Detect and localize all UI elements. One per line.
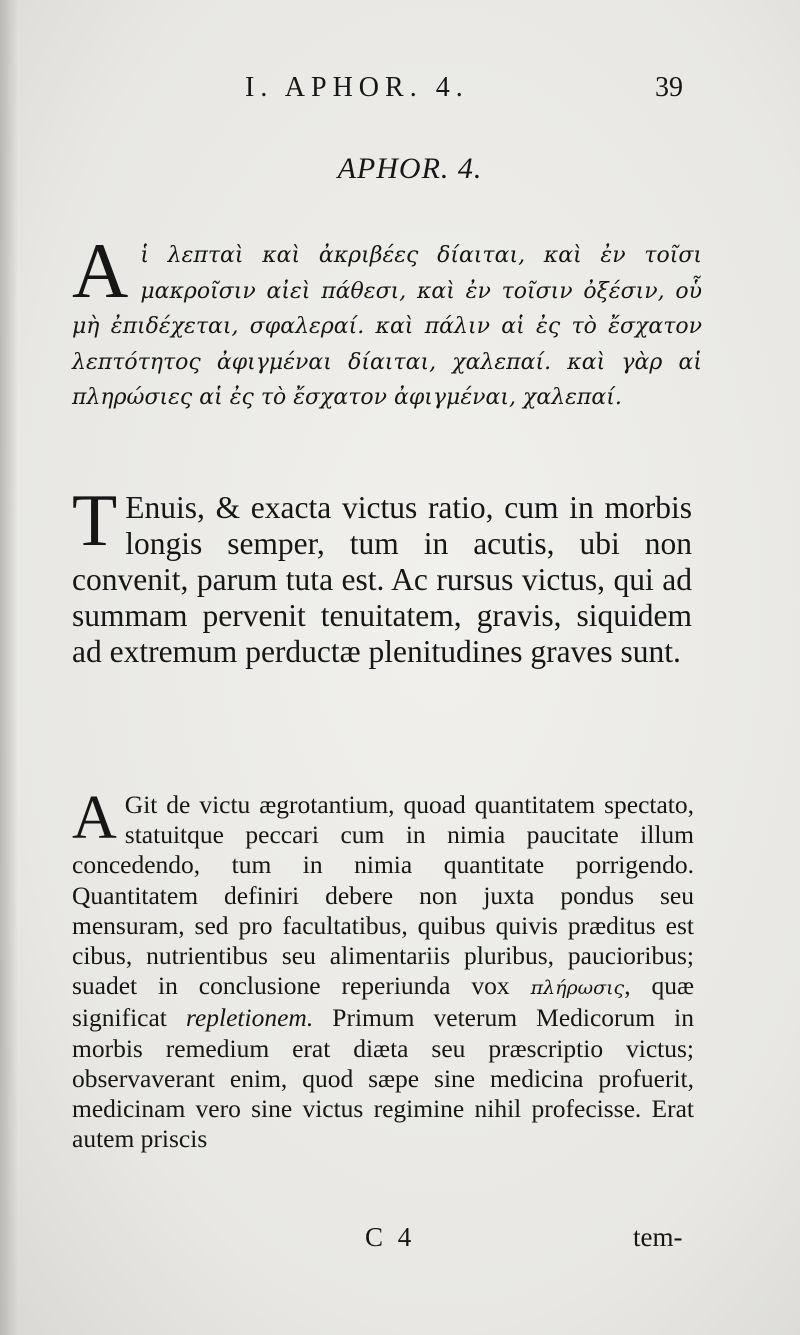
latin-drop-cap: T xyxy=(72,480,118,562)
catchword: tem- xyxy=(633,1222,683,1252)
section-heading: APHOR. 4. xyxy=(337,152,483,185)
latin-translation-text: Enuis, & exacta victus ratio, cum in morbis longis semper, tum in acutis, ubi non convenit, parum tuta est. Ac rursus victus, qui ad summam pervenit tenuitatem, gravis, siquidem ad extremum perductæ plenitudines graves sunt. xyxy=(72,490,692,669)
greek-aphorism-text: ἱ λεπταὶ καὶ ἀκριβέες δίαιται, καὶ ἐν τοῖσι μακροῖσιν αἰεὶ πάθεσι, καὶ ἐν τοῖσιν ὀξέσιν, οὗ μὴ ἐπιδέχεται, σφαλεραί. καὶ πάλιν αἱ ἐς τὸ ἔσχατον λεπτότητος ἀφιγμέναι δίαιται, χαλεπαί. καὶ γὰρ αἱ πληρώσιες αἱ ἐς τὸ ἔσχατον ἀφιγμέναι, χαλεπαί. xyxy=(72,243,702,410)
running-head: I. APHOR. 4. xyxy=(245,72,469,103)
commentary-greek-word: πλήρωσις xyxy=(530,977,625,1000)
signature-mark: C 4 xyxy=(365,1222,416,1252)
latin-translation xyxy=(72,480,692,670)
commentary-text-after: Primum veterum Medicorum in morbis remedium erat diæta seu præscriptio victus; observaverant enim, quod sæpe sine medicina profuerit, medicinam vero sine victus regimine nihil profecisse. Erat autem priscis xyxy=(72,1003,695,1154)
page-footer xyxy=(0,1222,800,1262)
commentary-text-middle: , quæ significat xyxy=(72,971,694,1033)
commentary-drop-cap: A xyxy=(72,784,117,852)
greek-drop-cap: A xyxy=(72,227,129,314)
commentary-italic-word: repletionem. xyxy=(185,1003,314,1033)
commentary-text-before: Git de victu ægrotantium, quoad quantitatem spectato, statuitque peccari cum in nimia paucitate illum concedendo, tum in nimia quantitate porrigendo. Quantitatem definiri debere non juxta pondus seu mensuram, sed pro facultatibus, quibus quivis præditus est cibus, nutrientibus seu alimentariis pluribus, paucioribus; suadet in conclusione reperiunda vox xyxy=(72,790,694,1001)
gutter-shadow xyxy=(0,0,18,1335)
greek-aphorism xyxy=(72,227,702,416)
page-header xyxy=(0,72,800,112)
commentary xyxy=(72,784,695,1154)
page-number: 39 xyxy=(655,72,683,103)
